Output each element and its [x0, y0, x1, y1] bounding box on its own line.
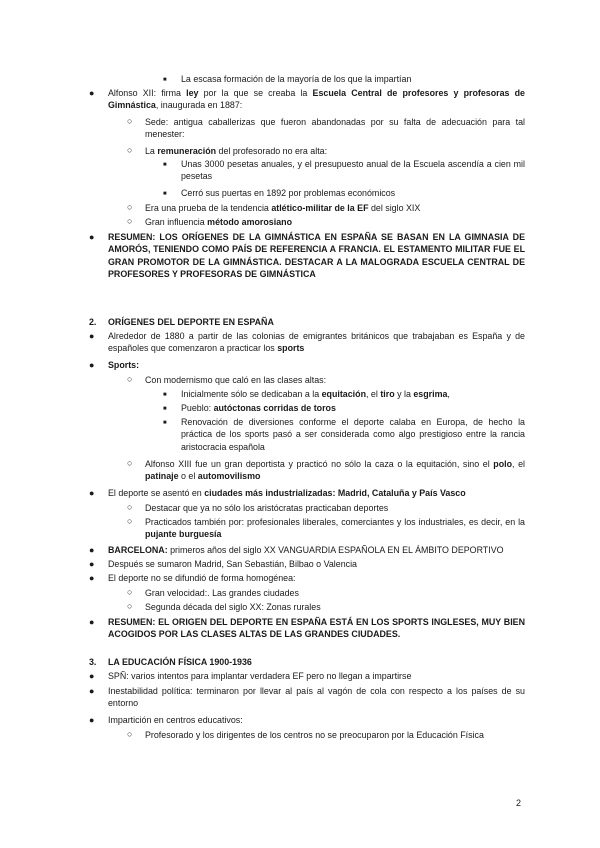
- circle-bullet-icon: ○: [127, 202, 133, 212]
- circle-bullet-icon: ○: [127, 216, 133, 226]
- disc-bullet-icon: ●: [89, 331, 95, 341]
- disc-bullet-icon: ●: [89, 671, 95, 681]
- disc-bullet-icon: ●: [89, 686, 95, 696]
- list-item: Destacar que ya no sólo los aristócratas practicaban deportes: [145, 503, 389, 513]
- square-bullet-icon: ■: [163, 406, 167, 412]
- disc-bullet-icon: ●: [89, 360, 95, 370]
- disc-bullet-icon: ●: [89, 617, 95, 627]
- list-item: Sports:: [108, 360, 140, 370]
- section-title: ORÍGENES DEL DEPORTE EN ESPAÑA: [108, 317, 274, 327]
- square-bullet-icon: ■: [163, 420, 167, 426]
- list-item: Alfonso XIII fue un gran deportista y practicó no sólo la caza o la equitación, sino el polo, el patinaje o el automovilismo: [145, 459, 525, 482]
- disc-bullet-icon: ●: [89, 545, 95, 555]
- list-item: Inicialmente sólo se dedicaban a la equitación, el tiro y la esgrima,: [181, 389, 450, 399]
- disc-bullet-icon: ●: [89, 232, 95, 242]
- square-bullet-icon: ■: [163, 392, 167, 398]
- section-number: 2.: [89, 317, 97, 327]
- list-item: SPÑ: varios intentos para implantar verdadera EF pero no llegan a impartirse: [108, 671, 412, 681]
- circle-bullet-icon: ○: [127, 145, 133, 155]
- section-number: 3.: [89, 657, 97, 667]
- disc-bullet-icon: ●: [89, 559, 95, 569]
- list-item: La escasa formación de la mayoría de los que la impartían: [181, 74, 412, 84]
- circle-bullet-icon: ○: [127, 587, 133, 597]
- list-item: Unas 3000 pesetas anuales, y el presupuesto anual de la Escuela ascendía a cien mil pesetas: [181, 159, 525, 182]
- list-item: La remuneración del profesorado no era alta:: [145, 146, 328, 156]
- list-item: Pueblo: autóctonas corridas de toros: [181, 403, 336, 413]
- list-item: Alfonso XII: firma ley por la que se creaba la Escuela Central de profesores y profesoras de Gimnástica, inaugurada en 1887:: [108, 88, 525, 111]
- summary-paragraph: RESUMEN: EL ORIGEN DEL DEPORTE EN ESPAÑA ESTÁ EN LOS SPORTS INGLESES, MUY BIEN ACOGIDOS POR LAS CLASES ALTAS DE LAS GRANDES CIUDADES.: [108, 617, 525, 640]
- list-item: El deporte no se difundió de forma homogénea:: [108, 573, 296, 583]
- list-item: Practicados también por: profesionales liberales, comerciantes y los industriales, es decir, en la pujante burguesía: [145, 517, 525, 540]
- list-item: El deporte se asentó en ciudades más industrializadas: Madrid, Cataluña y País Vasco: [108, 488, 466, 498]
- list-item: Con modernismo que caló en las clases altas:: [145, 375, 327, 385]
- list-item: Renovación de diversiones conforme el deporte calaba en Europa, de hecho la práctica de los sports pasó a ser considerada como algo prestigioso entre la rancia aristocracia española: [181, 417, 525, 452]
- summary-paragraph: RESUMEN: LOS ORÍGENES DE LA GIMNÁSTICA EN ESPAÑA SE BASAN EN LA GIMNASIA DE AMORÓS, TENIENDO COMO PAÍS DE REFERENCIA A FRANCIA. EL ESTAMENTO MILITAR FUE EL GRAN PROMOTOR DE LA GIMNÁSTICA. DESTACAR A LA MALOGRADA ESCUELA CENTRAL DE PROFESORES Y PROFESORAS DE GIMNÁSTICA: [108, 232, 525, 280]
- square-bullet-icon: ■: [163, 77, 167, 83]
- circle-bullet-icon: ○: [127, 458, 133, 468]
- list-item: Segunda década del siglo XX: Zonas rurales: [145, 602, 321, 612]
- list-item: Era una prueba de la tendencia atlético-militar de la EF del siglo XIX: [145, 203, 421, 213]
- disc-bullet-icon: ●: [89, 573, 95, 583]
- circle-bullet-icon: ○: [127, 116, 133, 126]
- circle-bullet-icon: ○: [127, 374, 133, 384]
- disc-bullet-icon: ●: [89, 88, 95, 98]
- list-item: Después se sumaron Madrid, San Sebastián, Bilbao o Valencia: [108, 559, 357, 569]
- disc-bullet-icon: ●: [89, 488, 95, 498]
- circle-bullet-icon: ○: [127, 502, 133, 512]
- circle-bullet-icon: ○: [127, 601, 133, 611]
- list-item: Cerró sus puertas en 1892 por problemas económicos: [181, 188, 396, 198]
- list-item: Gran influencia método amorosiano: [145, 217, 292, 227]
- page-number: 2: [516, 798, 522, 808]
- list-item: Impartición en centros educativos:: [108, 715, 243, 725]
- list-item: Gran velocidad:. Las grandes ciudades: [145, 588, 299, 598]
- square-bullet-icon: ■: [163, 191, 167, 197]
- list-item: Alrededor de 1880 a partir de las colonias de emigrantes británicos que trabajaban es España y de españoles que comenzaron a practicar los sports: [108, 331, 525, 354]
- circle-bullet-icon: ○: [127, 729, 133, 739]
- square-bullet-icon: ■: [163, 162, 167, 168]
- disc-bullet-icon: ●: [89, 715, 95, 725]
- circle-bullet-icon: ○: [127, 516, 133, 526]
- list-item: BARCELONA: primeros años del siglo XX VANGUARDIA ESPAÑOLA EN EL ÁMBITO DEPORTIVO: [108, 545, 504, 555]
- list-item: Inestabilidad política: terminaron por llevar al país al vagón de cola con respecto a los países de su entorno: [108, 686, 525, 709]
- list-item: Sede: antigua caballerizas que fueron abandonadas por su falta de adecuación para tal menester:: [145, 117, 525, 140]
- list-item: Profesorado y los dirigentes de los centros no se preocuparon por la Educación Física: [145, 730, 484, 740]
- section-title: LA EDUCACIÓN FÍSICA 1900-1936: [108, 657, 252, 667]
